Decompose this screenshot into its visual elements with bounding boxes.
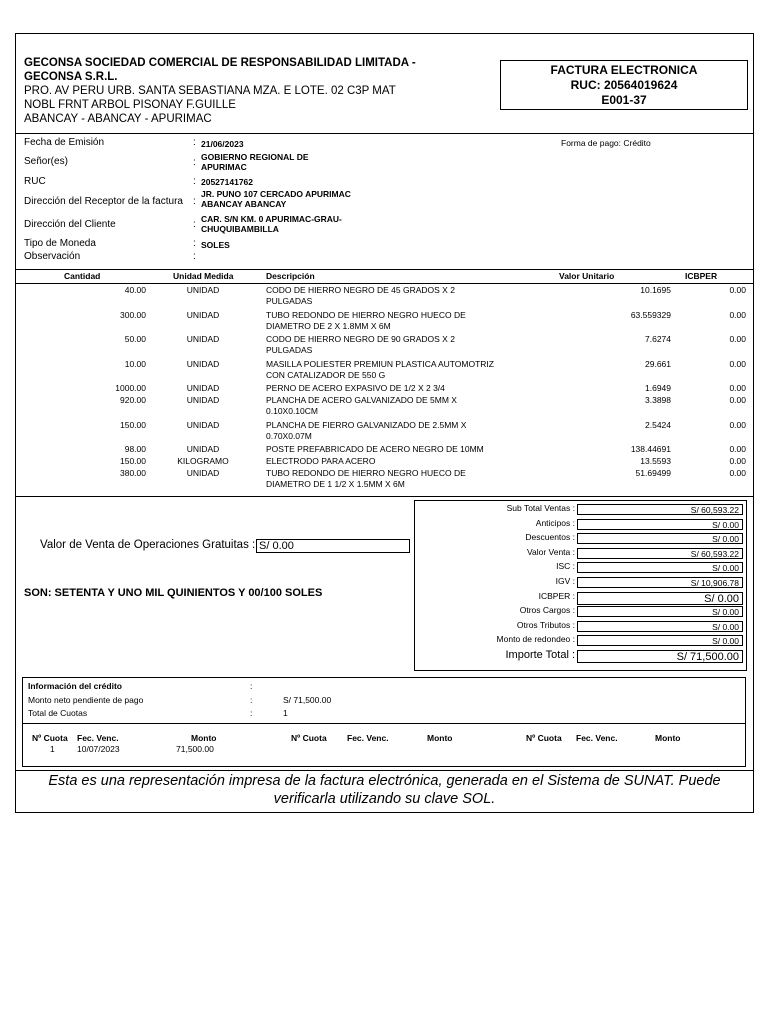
item-qty: 40.00	[124, 285, 146, 295]
item-price: 3.3898	[645, 395, 671, 405]
total-value: S/ 0.00	[577, 592, 743, 605]
item-description: CODO DE HIERRO NEGRO DE 90 GRADOS X 2 PULGADAS	[266, 334, 455, 355]
item-description: CODO DE HIERRO NEGRO DE 45 GRADOS X 2 PULGADAS	[266, 285, 455, 306]
item-icbper: 0.00	[729, 358, 746, 369]
item-unit: UNIDAD	[186, 309, 220, 320]
item-description: MASILLA POLIESTER PREMIUN PLASTICA AUTOMOTRIZ CON CATALIZADOR DE 550 G	[266, 358, 494, 380]
senor-label: Señor(es)	[24, 156, 68, 167]
item-description: PERNO DE ACERO EXPASIVO DE 1/2 X 2 3/4	[266, 383, 445, 393]
table-row	[16, 468, 753, 493]
cuota-n: 1	[50, 744, 55, 754]
credit-box: Información del crédito : Monto neto pendiente de pago : S/ 71,500.00 Total de Cuotas : 1 Nº Cuota Fec. Venc. Monto Nº Cuota Fec. Venc. Monto Nº Cuota Fec. Venc. Monto 1 10/07/2023 71,500.00	[22, 677, 746, 767]
item-qty: 380.00	[120, 468, 146, 478]
monto-pendiente-value: S/ 71,500.00	[283, 695, 332, 705]
items-table	[16, 269, 753, 497]
item-qty: 920.00	[120, 395, 146, 405]
item-qty: 1000.00	[115, 383, 146, 393]
table-row	[16, 456, 753, 468]
invoice-page: GECONSA SOCIEDAD COMERCIAL DE RESPONSABILIDAD LIMITADA - GECONSA S.R.L. PRO. AV PERU URB. SANTA SEBASTIANA MZA. E LOTE. 02 C3P MAT NOBL FRNT ARBOL PISONAY F.GUILLE ABANCAY - ABANCAY - APURIMAC FACTURA ELECTRONICA RUC: 20564019624 E001-37 Fecha de Emisión : 21/06/2023 Forma de pago: Crédito Señor(es) : GOBIERNO REGIONAL DE APURIMAC RUC : 20527141762 Dirección del Receptor de la factura : JR. PUNO 107 CERCADO APURIMAC ABANCAY ABANCAY Dirección del Cliente : CAR. S/N KM. 0 APURIMAC-GRAU- CHUQUIBAMBILLA Tipo de Moneda : SOLES Observación : Cantidad Unidad Medida Descripción Valor Unitario ICBPER 40.00 UNIDAD 10.1695 0.00 CODO DE HIERRO NEGRO DE 45 GRADOS X 2 PULGADAS 300.00 UNIDAD 63.559329 0.00 TUBO REDONDO DE HIERRO NEGRO HUECO DE DIAMETRO DE 2 X 1.8MM X 6M 50.00 UNIDAD 7.6274 0.00 CODO DE HIERRO NEGRO DE 90 GRADOS X 2 PULGADAS 10.00 UNIDAD 29.661 0.00 MASILLA POLIESTER PREMIUN PLASTICA AUTOMOTRIZ CON CATALIZADOR DE 550 G 1000.00 UNIDAD 1.6949 0.00 PERNO DE ACERO EXPASIVO DE 1/2 X 2 3/4 920.00 UNIDAD 3.3898 0.00 PLANCHA DE ACERO GALVANIZADO DE 5MM X 0.10X0.10CM 150.00 UNIDAD 2.5424 0.00 PLANCHA DE FIERRO GALVANIZADO DE 2.5MM X 0.70X0.07M 98.00 UNIDAD 138.44691 0.00 POSTE PREFABRICADO DE ACERO NEGRO DE 10MM 150.00 KILOGRAMO 13.5593 0.00 ELECTRODO PARA ACERO 380.00 UNIDAD 51.69499 0.00 TUBO REDONDO DE HIERRO NEGRO HUECO DE DIAMETRO DE 1 1/2 X 1.5MM X 6M Sub Total Ventas : S/ 60,593.22 Anticipos : S/ 0.00 Descuentos : S/ 0.00 Valor Venta : S/ 60,593.22 ISC : S/ 0.00 IGV : S/ 10,906.78 ICBPER : S/ 0.00 Otros Cargos : S/ 0.00 Otros Tributos : S/ 0.00 Monto de redondeo : S/ 0.00 Importe Total : S/ 71,500.00 Valor de Venta de Operaciones Gratuitas : S/ 0.00 SON: SETENTA Y UNO MIL QUINIENTOS Y 00/100 SOLES Información del crédito : Monto neto pendiente de pago : S/ 71,500.00 Total de Cuotas : 1 Nº Cuota Fec. Venc. Monto Nº Cuota Fec. Venc. Monto Nº Cuota Fec. Venc. Monto 1 10/07/2023 71,500.00 Esta es una representación impresa de la factura electrónica, generada en el Sistema de SUNAT. Puede verificarla utilizando su clave SOL.	[15, 33, 754, 813]
item-icbper: 0.00	[729, 285, 746, 295]
item-price: 51.69499	[635, 468, 671, 478]
dir-cliente-value: CAR. S/N KM. 0 APURIMAC-GRAU- CHUQUIBAMBILLA	[201, 214, 342, 234]
total-label: Importe Total :	[505, 649, 575, 661]
item-unit: UNIDAD	[186, 285, 220, 295]
item-qty: 300.00	[120, 309, 146, 320]
total-value: S/ 60,593.22	[577, 504, 743, 515]
ruc-label: RUC	[24, 176, 46, 187]
forma-pago: Forma de pago: Crédito	[561, 138, 651, 148]
fecha-value: 21/06/2023	[201, 139, 244, 149]
cuota-fecha: 10/07/2023	[77, 744, 120, 754]
item-qty: 10.00	[124, 358, 146, 369]
senor-value: GOBIERNO REGIONAL DE APURIMAC	[201, 152, 309, 172]
item-description: PLANCHA DE ACERO GALVANIZADO DE 5MM X 0.10X0.10CM	[266, 395, 457, 416]
total-cuotas-value: 1	[283, 708, 288, 718]
gratuitas-value: S/ 0.00	[256, 539, 410, 553]
obs-label: Observación	[24, 251, 81, 262]
table-row	[16, 310, 753, 335]
item-unit: UNIDAD	[186, 395, 220, 405]
item-icbper: 0.00	[729, 309, 746, 320]
item-price: 10.1695	[640, 285, 671, 295]
item-icbper: 0.00	[729, 383, 746, 393]
item-icbper: 0.00	[729, 395, 746, 405]
total-label: Monto de redondeo :	[496, 634, 575, 645]
item-unit: UNIDAD	[186, 383, 220, 393]
item-description: TUBO REDONDO DE HIERRO NEGRO HUECO DE DIAMETRO DE 2 X 1.8MM X 6M	[266, 309, 466, 331]
item-icbper: 0.00	[729, 444, 746, 454]
company-address: PRO. AV PERU URB. SANTA SEBASTIANA MZA. E LOTE. 02 C3P MAT NOBL FRNT ARBOL PISONAY F.GUILLE ABANCAY - ABANCAY - APURIMAC	[24, 85, 396, 125]
total-label: Sub Total Ventas :	[506, 503, 575, 513]
invoice-id-box: FACTURA ELECTRONICA RUC: 20564019624 E001-37	[500, 60, 748, 110]
total-label: ISC :	[556, 561, 575, 572]
th-descripcion: Descripción	[266, 271, 315, 281]
total-value: S/ 0.00	[577, 606, 743, 617]
item-price: 1.6949	[645, 383, 671, 393]
divider	[16, 133, 753, 134]
table-row	[16, 420, 753, 445]
total-label: Otros Cargos :	[519, 605, 575, 616]
item-qty: 50.00	[124, 334, 146, 344]
dir-receptor-label: Dirección del Receptor de la factura	[24, 196, 183, 207]
table-row	[16, 334, 753, 359]
item-unit: KILOGRAMO	[177, 456, 229, 466]
table-row	[16, 383, 753, 395]
table-row	[16, 395, 753, 420]
moneda-value: SOLES	[201, 240, 230, 250]
table-row	[16, 285, 753, 310]
item-price: 7.6274	[645, 334, 671, 344]
cuota-header-n: Nº Cuota	[32, 733, 68, 743]
th-valor-unitario: Valor Unitario	[559, 271, 615, 281]
item-description: TUBO REDONDO DE HIERRO NEGRO HUECO DE DIAMETRO DE 1 1/2 X 1.5MM X 6M	[266, 468, 466, 489]
th-cantidad: Cantidad	[64, 271, 101, 281]
item-unit: UNIDAD	[186, 468, 220, 478]
total-value: S/ 0.00	[577, 562, 743, 573]
item-icbper: 0.00	[729, 334, 746, 344]
th-unidad: Unidad Medida	[173, 271, 234, 281]
totals-box	[414, 500, 747, 671]
item-qty: 150.00	[120, 419, 146, 430]
credit-title: Información del crédito	[28, 681, 122, 691]
item-icbper: 0.00	[729, 419, 746, 430]
ruc-value: 20527141762	[201, 177, 254, 187]
item-price: 13.5593	[640, 456, 671, 466]
cuota-header-fecha: Fec. Venc.	[77, 733, 119, 743]
footer-note: Esta es una representación impresa de la factura electrónica, generada en el Sistema de SUNAT. Puede verificarla utilizando su clave SOL.	[48, 773, 721, 807]
total-value: S/ 0.00	[577, 621, 743, 632]
total-value: S/ 0.00	[577, 519, 743, 530]
item-price: 63.559329	[630, 309, 671, 320]
company-name: GECONSA SOCIEDAD COMERCIAL DE RESPONSABILIDAD LIMITADA - GECONSA S.R.L.	[24, 57, 416, 83]
dir-cliente-label: Dirección del Cliente	[24, 219, 116, 230]
amount-in-words: SON: SETENTA Y UNO MIL QUINIENTOS Y 00/100 SOLES	[24, 587, 323, 599]
item-unit: UNIDAD	[186, 444, 220, 454]
cuota-header-monto: Monto	[191, 733, 217, 743]
total-label: Valor Venta :	[526, 546, 575, 557]
item-description: PLANCHA DE FIERRO GALVANIZADO DE 2.5MM X 0.70X0.07M	[266, 419, 467, 441]
monto-pendiente-label: Monto neto pendiente de pago	[28, 695, 144, 705]
cuota-monto: 71,500.00	[176, 744, 214, 754]
total-label: IGV :	[555, 576, 575, 586]
total-label: Descuentos :	[525, 532, 575, 543]
gratuitas-label: Valor de Venta de Operaciones Gratuitas :	[40, 539, 256, 551]
total-value: S/ 60,593.22	[577, 548, 743, 559]
total-label: ICBPER :	[538, 590, 575, 601]
item-qty: 150.00	[120, 456, 146, 466]
moneda-label: Tipo de Moneda	[24, 238, 96, 249]
total-value: S/ 10,906.78	[577, 577, 743, 588]
item-price: 29.661	[645, 358, 671, 369]
table-row	[16, 359, 753, 384]
fecha-label: Fecha de Emisión	[24, 137, 105, 148]
item-unit: UNIDAD	[186, 334, 220, 344]
item-description: ELECTRODO PARA ACERO	[266, 456, 376, 466]
th-icbper: ICBPER	[685, 271, 718, 281]
total-label: Otros Tributos :	[516, 619, 575, 630]
item-unit: UNIDAD	[186, 358, 220, 369]
total-label: Anticipos :	[535, 517, 575, 528]
item-price: 138.44691	[630, 444, 671, 454]
item-description: POSTE PREFABRICADO DE ACERO NEGRO DE 10MM	[266, 444, 484, 454]
item-qty: 98.00	[124, 444, 146, 454]
table-row	[16, 444, 753, 456]
item-icbper: 0.00	[729, 456, 746, 466]
total-value: S/ 0.00	[577, 635, 743, 646]
total-value: S/ 0.00	[577, 533, 743, 544]
item-unit: UNIDAD	[186, 419, 220, 430]
item-icbper: 0.00	[729, 468, 746, 478]
dir-receptor-value: JR. PUNO 107 CERCADO APURIMAC ABANCAY ABANCAY	[201, 189, 351, 209]
item-price: 2.5424	[645, 419, 671, 430]
total-cuotas-label: Total de Cuotas	[28, 708, 88, 718]
total-value: S/ 71,500.00	[577, 650, 743, 663]
